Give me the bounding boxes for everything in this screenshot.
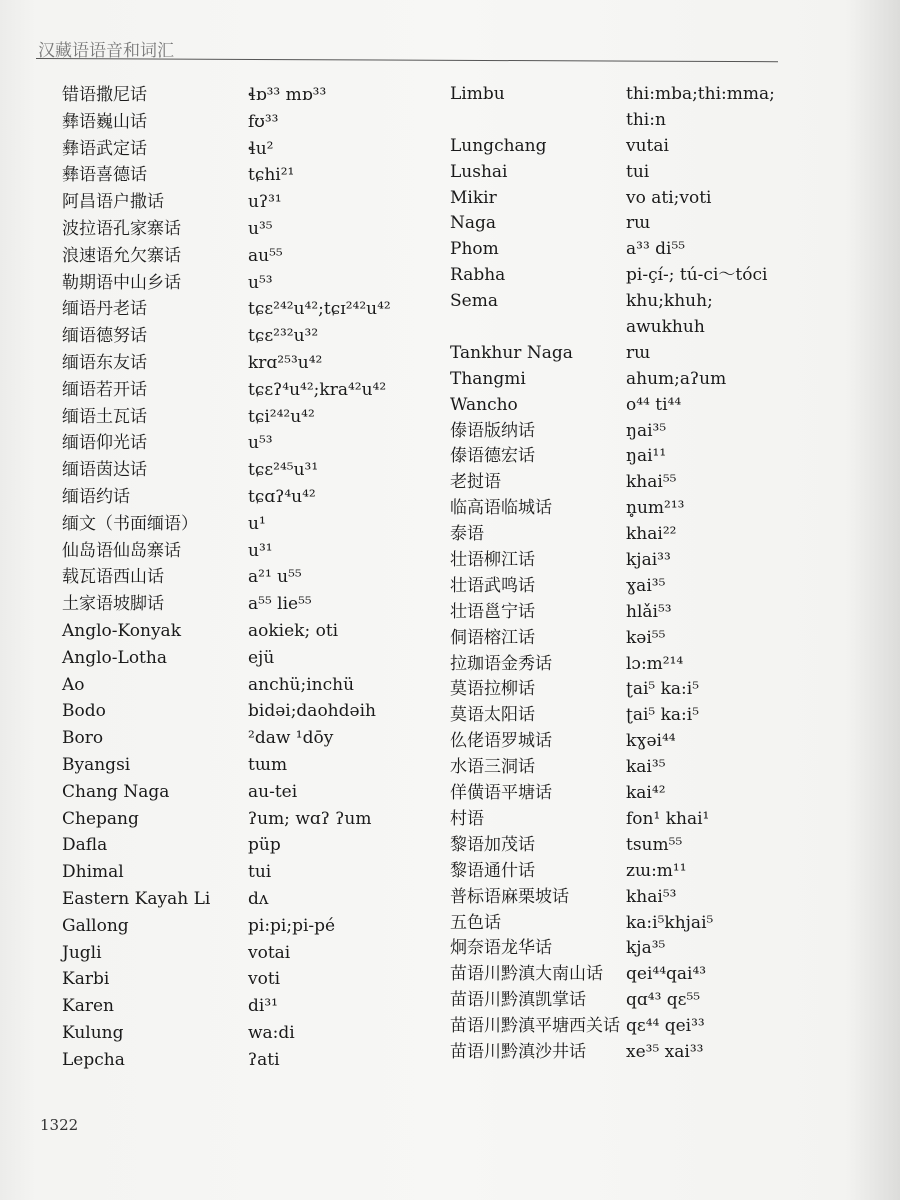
language-name: 缅语若开话: [62, 379, 147, 400]
language-name: Dhimal: [62, 862, 124, 883]
word-form: kja³⁵: [626, 938, 666, 959]
language-name: Lushai: [450, 161, 508, 182]
entry-row: [450, 470, 860, 496]
word-form: a²¹ u⁵⁵: [248, 567, 302, 588]
entry-row: [450, 160, 860, 186]
word-form: awukhuh: [626, 317, 705, 338]
entry-row: [450, 82, 860, 108]
language-name: 莫语拉柳话: [450, 679, 535, 700]
language-name: Limbu: [450, 84, 505, 104]
language-name: Sema: [450, 291, 498, 312]
entry-row: [450, 522, 860, 548]
entry-row: [450, 988, 860, 1014]
word-form: kjai³³: [626, 550, 671, 571]
language-name: 缅文（书面缅语）: [62, 513, 198, 534]
language-name: Chang Naga: [62, 781, 170, 802]
word-form: wa:di: [248, 1022, 295, 1043]
language-name: Mikir: [450, 187, 497, 208]
word-form: votai: [248, 942, 291, 963]
word-form: a³³ di⁵⁵: [626, 239, 686, 260]
entry-row: [450, 341, 860, 367]
language-name: 苗语川黔滇大南山话: [450, 964, 603, 985]
word-form: u⁵³: [248, 272, 273, 293]
word-form: ɬɒ³³ mɒ³³: [248, 85, 327, 105]
word-form: fʊ³³: [248, 111, 279, 132]
word-form: krɑ²⁵³u⁴²: [248, 352, 323, 373]
language-name: 佯僙语平塘话: [450, 783, 552, 804]
running-header: 汉藏语语音和词汇: [38, 41, 174, 61]
word-form: ɣai³⁵: [626, 575, 666, 596]
entry-row: [450, 703, 860, 729]
entry-row: [62, 270, 452, 297]
language-name: Karbi: [62, 969, 110, 990]
language-name: 彝语巍山话: [62, 111, 147, 132]
entry-row: [450, 289, 860, 315]
language-name: 莫语太阳话: [450, 705, 535, 726]
word-form: fon¹ khai¹: [626, 808, 710, 829]
language-name: 水语三洞话: [450, 757, 535, 778]
language-name: 壮语邕宁话: [450, 601, 535, 622]
entry-row: [450, 548, 860, 574]
language-name: Gallong: [62, 915, 129, 936]
language-name: 缅语东友话: [62, 352, 147, 373]
word-form: au-tei: [248, 781, 298, 802]
language-name: Wancho: [450, 394, 518, 415]
language-name: 仫佬语罗城话: [450, 731, 552, 752]
word-form: ŋai¹¹: [626, 446, 667, 467]
entry-row: [450, 936, 860, 962]
word-form: thi:mba;thi:mma;: [626, 84, 775, 104]
entry-row: [450, 626, 860, 652]
word-form: khu;khuh;: [626, 291, 713, 312]
entry-row: [62, 806, 452, 833]
language-name: Rabha: [450, 265, 506, 286]
language-name: 勒期语中山乡话: [62, 272, 181, 293]
language-name: 拉珈语金秀话: [450, 653, 552, 674]
word-form: bidəi;daohdəih: [248, 701, 376, 722]
entry-row: [62, 886, 452, 913]
language-name: 傣语版纳话: [450, 420, 535, 441]
word-form: lɔ:m²¹⁴: [626, 653, 684, 674]
word-form: thi:n: [626, 109, 666, 130]
word-form: u³¹: [248, 540, 273, 561]
language-name: Anglo-Lotha: [62, 647, 167, 668]
language-name: 傣语德宏话: [450, 446, 535, 467]
entry-row: [450, 600, 860, 626]
word-form: pi:pi;pi-pé: [248, 915, 336, 936]
language-name: 缅语仰光话: [62, 433, 147, 454]
word-form: rɯ: [626, 342, 651, 363]
word-form: tui: [626, 161, 650, 182]
language-name: Chepang: [62, 808, 139, 829]
entry-row: [450, 315, 860, 341]
entry-row: [62, 404, 452, 431]
entry-row: [62, 82, 452, 109]
language-name: 仙岛语仙岛寨话: [62, 540, 181, 561]
entry-row: [450, 237, 860, 263]
word-form: ʈai⁵ ka:i⁵: [626, 705, 700, 726]
entry-row: [62, 377, 452, 404]
entry-row: [450, 781, 860, 807]
language-name: 普标语麻栗坡话: [450, 886, 569, 907]
word-form: pi-çí-; tú-ci～tóci: [626, 265, 768, 286]
language-name: 缅语丹老话: [62, 299, 147, 320]
entry-row: [450, 367, 860, 393]
entry-row: [450, 962, 860, 988]
entry-row: [62, 940, 452, 967]
language-name: Karen: [62, 996, 114, 1017]
entry-row: [450, 444, 860, 470]
entry-row: [450, 652, 860, 678]
word-form: ʔati: [248, 1049, 280, 1070]
word-form: zɯ:m¹¹: [626, 860, 687, 881]
language-name: Byangsi: [62, 754, 131, 775]
language-name: Ao: [62, 674, 85, 695]
entry-row: [62, 618, 452, 645]
language-name: Anglo-Konyak: [62, 620, 181, 641]
word-form: di³¹: [248, 996, 278, 1017]
word-form: ejü: [248, 647, 275, 668]
entry-row: [62, 645, 452, 672]
entry-row: [62, 162, 452, 189]
entry-row: [450, 393, 860, 419]
word-form: qɛ⁴⁴ qei³³: [626, 1016, 705, 1037]
language-name: 黎语加茂话: [450, 834, 535, 855]
word-form: kɣəi⁴⁴: [626, 731, 676, 752]
entry-row: [62, 993, 452, 1020]
word-form: dʌ: [248, 888, 269, 909]
word-form: ŋai³⁵: [626, 420, 667, 441]
language-name: 错语撒尼话: [62, 85, 147, 105]
word-form: o⁴⁴ ti⁴⁴: [626, 394, 682, 415]
word-form: vo ati;voti: [626, 187, 712, 208]
entry-row: [450, 911, 860, 937]
word-form: kai³⁵: [626, 757, 666, 778]
entry-row: [62, 913, 452, 940]
word-form: vutai: [626, 135, 669, 156]
language-name: 泰语: [450, 524, 484, 545]
language-name: 缅语土瓦话: [62, 406, 147, 427]
word-form: xe³⁵ xai³³: [626, 1041, 704, 1062]
language-name: 临高语临城话: [450, 498, 552, 519]
entry-row: [62, 350, 452, 377]
word-form: khai⁵⁵: [626, 472, 677, 493]
entry-row: [450, 574, 860, 600]
word-form: ²daw ¹dōy: [248, 728, 334, 749]
entry-row: [62, 779, 452, 806]
language-name: 壮语武鸣话: [450, 575, 535, 596]
entry-row: [450, 885, 860, 911]
word-form: ʔum; wɑʔ ʔum: [248, 808, 372, 829]
entry-row: [450, 134, 860, 160]
entry-row: [450, 108, 860, 134]
word-form: uʔ³¹: [248, 192, 282, 213]
language-name: Thangmi: [450, 368, 526, 389]
word-form: qɑ⁴³ qɛ⁵⁵: [626, 990, 701, 1011]
word-form: aokiek; oti: [248, 620, 339, 641]
entry-row: [62, 966, 452, 993]
language-name: Boro: [62, 728, 104, 749]
language-name: Eastern Kayah Li: [62, 888, 211, 909]
word-form: ka:i⁵khjai⁵: [626, 912, 714, 933]
entry-row: [450, 419, 860, 445]
word-form: tɕɛ²³²u³²: [248, 326, 319, 347]
language-name: 缅语约话: [62, 486, 130, 507]
word-form: ʈai⁵ ka:i⁵: [626, 679, 700, 700]
entry-row: [450, 211, 860, 237]
word-form: tsum⁵⁵: [626, 834, 683, 855]
entry-row: [62, 296, 452, 323]
word-form: püp: [248, 835, 281, 856]
language-name: 载瓦语西山话: [62, 567, 164, 588]
language-name: 浪速语允欠寨话: [62, 245, 181, 266]
language-name: Phom: [450, 239, 499, 260]
word-form: tɕhi²¹: [248, 165, 295, 186]
language-name: 缅语德努话: [62, 326, 147, 347]
word-form: kəi⁵⁵: [626, 627, 666, 648]
entry-row: [62, 484, 452, 511]
language-name: Jugli: [62, 942, 102, 963]
entry-row: [450, 833, 860, 859]
language-name: 五色话: [450, 912, 501, 933]
language-name: 壮语柳江话: [450, 550, 535, 571]
word-form: tɕɑʔ⁴u⁴²: [248, 486, 316, 507]
language-name: 彝语武定话: [62, 138, 147, 159]
entry-row: [62, 538, 452, 565]
word-form: u³⁵: [248, 218, 273, 239]
entry-row: [62, 109, 452, 136]
word-form: hlǎi⁵³: [626, 601, 672, 622]
language-name: Naga: [450, 213, 497, 234]
word-form: anchü;inchü: [248, 674, 355, 695]
language-name: Tankhur Naga: [450, 342, 573, 363]
word-form: n̥um²¹³: [626, 498, 685, 519]
entry-row: [450, 755, 860, 781]
entry-row: [62, 216, 452, 243]
entry-row: [62, 1020, 452, 1047]
word-form: khai⁵³: [626, 886, 677, 907]
language-name: 黎语通什话: [450, 860, 535, 881]
entry-row: [62, 189, 452, 216]
left-column: [62, 82, 452, 1073]
entry-row: [62, 725, 452, 752]
language-name: Bodo: [62, 701, 106, 722]
entry-row: [450, 677, 860, 703]
language-name: 土家语坡脚话: [62, 594, 164, 615]
language-name: 苗语川黔滇凯掌话: [450, 990, 586, 1011]
word-form: ɬu²: [248, 138, 274, 159]
entry-row: [62, 859, 452, 886]
entry-row: [62, 511, 452, 538]
entry-row: [450, 1014, 860, 1040]
word-form: tɯm: [248, 754, 288, 775]
entry-row: [62, 672, 452, 699]
language-name: 老挝语: [450, 472, 501, 493]
word-form: a⁵⁵ lie⁵⁵: [248, 594, 312, 615]
language-name: 波拉语孔家寨话: [62, 218, 181, 239]
word-form: rɯ: [626, 213, 651, 234]
word-form: tɕi²⁴²u⁴²: [248, 406, 315, 427]
entry-row: [62, 1047, 452, 1074]
language-name: 苗语川黔滇沙井话: [450, 1041, 586, 1062]
entry-row: [62, 591, 452, 618]
entry-row: [450, 186, 860, 212]
word-form: khai²²: [626, 524, 677, 545]
language-name: 彝语喜德话: [62, 165, 147, 186]
language-name: 炯奈语龙华话: [450, 938, 552, 959]
entry-row: [62, 457, 452, 484]
entry-row: [450, 729, 860, 755]
word-form: u⁵³: [248, 433, 273, 454]
entry-row: [450, 263, 860, 289]
entry-row: [450, 807, 860, 833]
language-name: 村语: [450, 808, 484, 829]
language-name: 阿昌语户撒话: [62, 192, 164, 213]
language-name: 苗语川黔滇平塘西关话: [450, 1016, 620, 1037]
language-name: 缅语茵达话: [62, 460, 147, 481]
language-name: Lepcha: [62, 1049, 125, 1070]
right-column: [450, 82, 860, 1066]
language-name: 侗语榕江话: [450, 627, 535, 648]
entry-row: [62, 564, 452, 591]
entry-row: [62, 136, 452, 163]
word-form: qei⁴⁴qai⁴³: [626, 964, 707, 985]
entry-row: [62, 430, 452, 457]
word-form: tɕɛ²⁴⁵u³¹: [248, 460, 319, 481]
language-name: Dafla: [62, 835, 108, 856]
word-form: tɕɛʔ⁴u⁴²;kra⁴²u⁴²: [248, 379, 387, 400]
entry-row: [450, 859, 860, 885]
word-form: u¹: [248, 513, 266, 534]
entry-row: [62, 323, 452, 350]
word-form: au⁵⁵: [248, 245, 283, 266]
language-name: Lungchang: [450, 135, 547, 156]
word-form: ahum;aʔum: [626, 368, 727, 389]
word-form: voti: [248, 969, 281, 990]
entry-row: [62, 243, 452, 270]
word-form: kai⁴²: [626, 783, 666, 804]
entry-row: [62, 698, 452, 725]
entry-row: [450, 496, 860, 522]
entry-row: [62, 832, 452, 859]
entry-row: [62, 752, 452, 779]
entry-row: [450, 1040, 860, 1066]
word-form: tɕɛ²⁴²u⁴²;tɕɪ²⁴²u⁴²: [248, 299, 391, 320]
page-number: 1322: [40, 1116, 79, 1134]
language-name: Kulung: [62, 1022, 124, 1043]
word-form: tui: [248, 862, 272, 883]
